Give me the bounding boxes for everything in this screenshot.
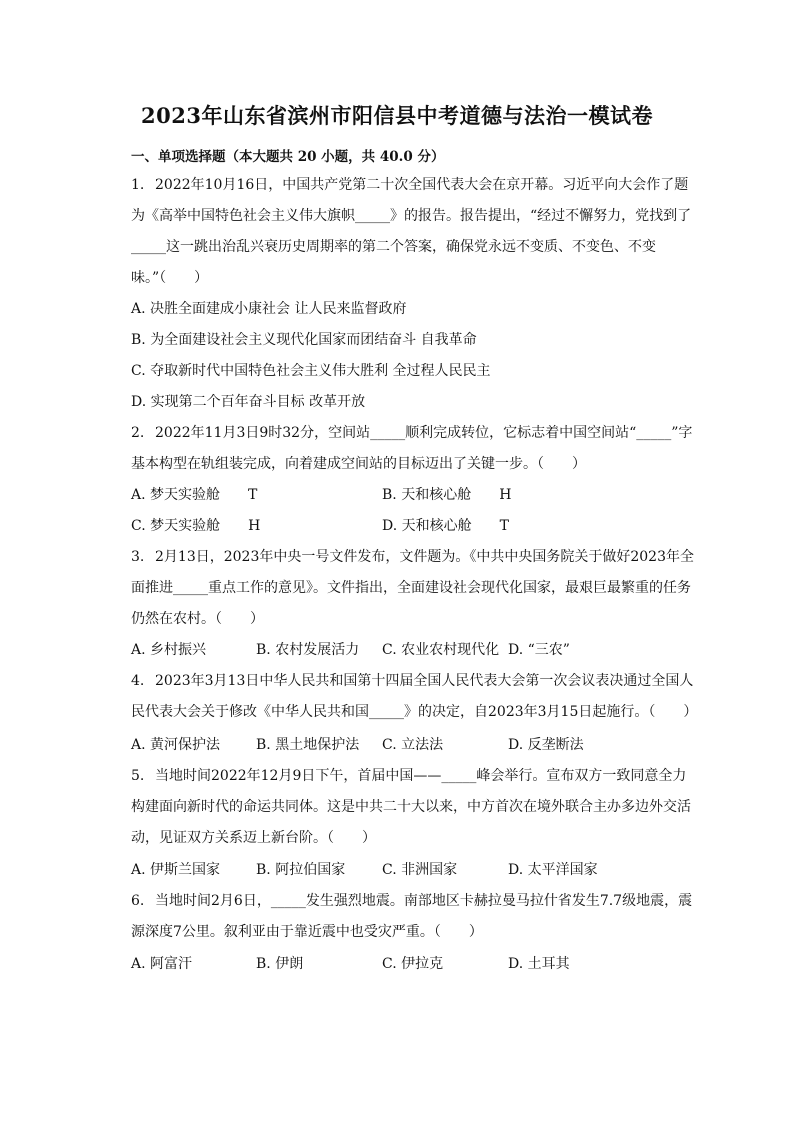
option-row [131, 949, 697, 980]
option-row [131, 635, 697, 666]
option-row [131, 294, 697, 325]
question-6 [131, 886, 697, 948]
option-row [131, 387, 697, 418]
option-1c[interactable]: C. 夺取新时代中国特色社会主义伟大胜利 全过程人民民主 [131, 363, 491, 379]
option-row [131, 511, 697, 542]
option-2b[interactable]: B. 天和核心舱 H [382, 487, 512, 503]
option-5c[interactable]: C. 非洲国家 [382, 862, 458, 878]
question-1 [131, 170, 697, 294]
page-title: 2023年山东省滨州市阳信县中考道德与法治一模试卷 [141, 103, 653, 128]
option-5b[interactable]: B. 阿拉伯国家 [256, 862, 346, 878]
option-1a[interactable]: A. 决胜全面建成小康社会 让人民来监督政府 [131, 301, 407, 317]
question-5 [131, 761, 697, 854]
question-text: 当地时间2022年12月9日下午，首届中国——_____峰会举行。宣布双方一致同意全力构建面向新时代的命运共同体。这是中共二十大以来，中方首次在境外联合主办多边外交活动，见证双方关系迈上新台阶。（ ） [131, 768, 691, 846]
option-4b[interactable]: B. 黑土地保护法 [256, 737, 360, 753]
question-3 [131, 542, 697, 635]
question-number: 5. [131, 768, 145, 784]
option-row [131, 855, 697, 886]
option-row [131, 730, 697, 761]
option-row [131, 356, 697, 387]
question-text: 2022年11月3日9时32分，空间站_____顺利完成转位，它标志着中国空间站“_____”字基本构型在轨组装完成，向着建成空间站的目标迈出了关键一步。（ ） [131, 425, 693, 472]
option-4a[interactable]: A. 黄河保护法 [131, 737, 221, 753]
question-text: 当地时间2月6日，_____发生强烈地震。南部地区卡赫拉曼马拉什省发生7.7级地震，震源深度7公里。叙利亚由于靠近震中也受灾严重。（ ） [131, 893, 693, 940]
option-6a[interactable]: A. 阿富汗 [131, 956, 193, 972]
question-text: 2022年10月16日，中国共产党第二十次全国代表大会在京开幕。习近平向大会作了题为《高举中国特色社会主义伟大旗帜_____》的报告。报告提出，“经过不懈努力，党找到了_____这一跳出治乱兴衰历史周期率的第二个答案，确保党永远不变质、不变色、不变味。”（ ） [131, 177, 692, 286]
option-2c[interactable]: C. 梦天实验舱 H [131, 518, 261, 534]
section-heading: 一、单项选择题（本大题共 20 小题，共 40.0 分） [131, 149, 445, 165]
option-3d[interactable]: D. “三农” [508, 642, 570, 658]
question-number: 3. [131, 549, 145, 565]
option-2d[interactable]: D. 天和核心舱 T [382, 518, 509, 534]
option-2a[interactable]: A. 梦天实验舱 T [131, 487, 258, 503]
option-1b[interactable]: B. 为全面建设社会主义现代化国家而团结奋斗 自我革命 [131, 332, 477, 348]
option-6d[interactable]: D. 土耳其 [508, 956, 570, 972]
option-5d[interactable]: D. 太平洋国家 [508, 862, 598, 878]
question-number: 4. [131, 673, 145, 689]
option-3a[interactable]: A. 乡村振兴 [131, 642, 207, 658]
option-1d[interactable]: D. 实现第二个百年奋斗目标 改革开放 [131, 394, 366, 410]
option-4d[interactable]: D. 反垄断法 [508, 737, 584, 753]
option-6b[interactable]: B. 伊朗 [256, 956, 304, 972]
option-3c[interactable]: C. 农业农村现代化 [382, 642, 500, 658]
question-4 [131, 666, 697, 728]
question-text: 2023年3月13日中华人民共和国第十四届全国人民代表大会第一次会议表决通过全国人民代表大会关于修改《中华人民共和国_____》的决定，自2023年3月15日起施行。（ ） [131, 673, 698, 720]
question-2 [131, 418, 697, 480]
question-number: 2. [131, 425, 145, 441]
option-3b[interactable]: B. 农村发展活力 [256, 642, 360, 658]
option-row [131, 325, 697, 356]
option-row [131, 480, 697, 511]
question-text: 2月13日，2023年中央一号文件发布，文件题为。《中共中央国务院关于做好2023年全面推进_____重点工作的意见》。文件指出，全面建设社会现代化国家，最艰巨最繁重的任务仍然在农村。（ ） [131, 549, 694, 627]
option-6c[interactable]: C. 伊拉克 [382, 956, 444, 972]
question-number: 1. [131, 177, 145, 193]
question-number: 6. [131, 893, 145, 909]
option-5a[interactable]: A. 伊斯兰国家 [131, 862, 221, 878]
option-4c[interactable]: C. 立法法 [382, 737, 444, 753]
